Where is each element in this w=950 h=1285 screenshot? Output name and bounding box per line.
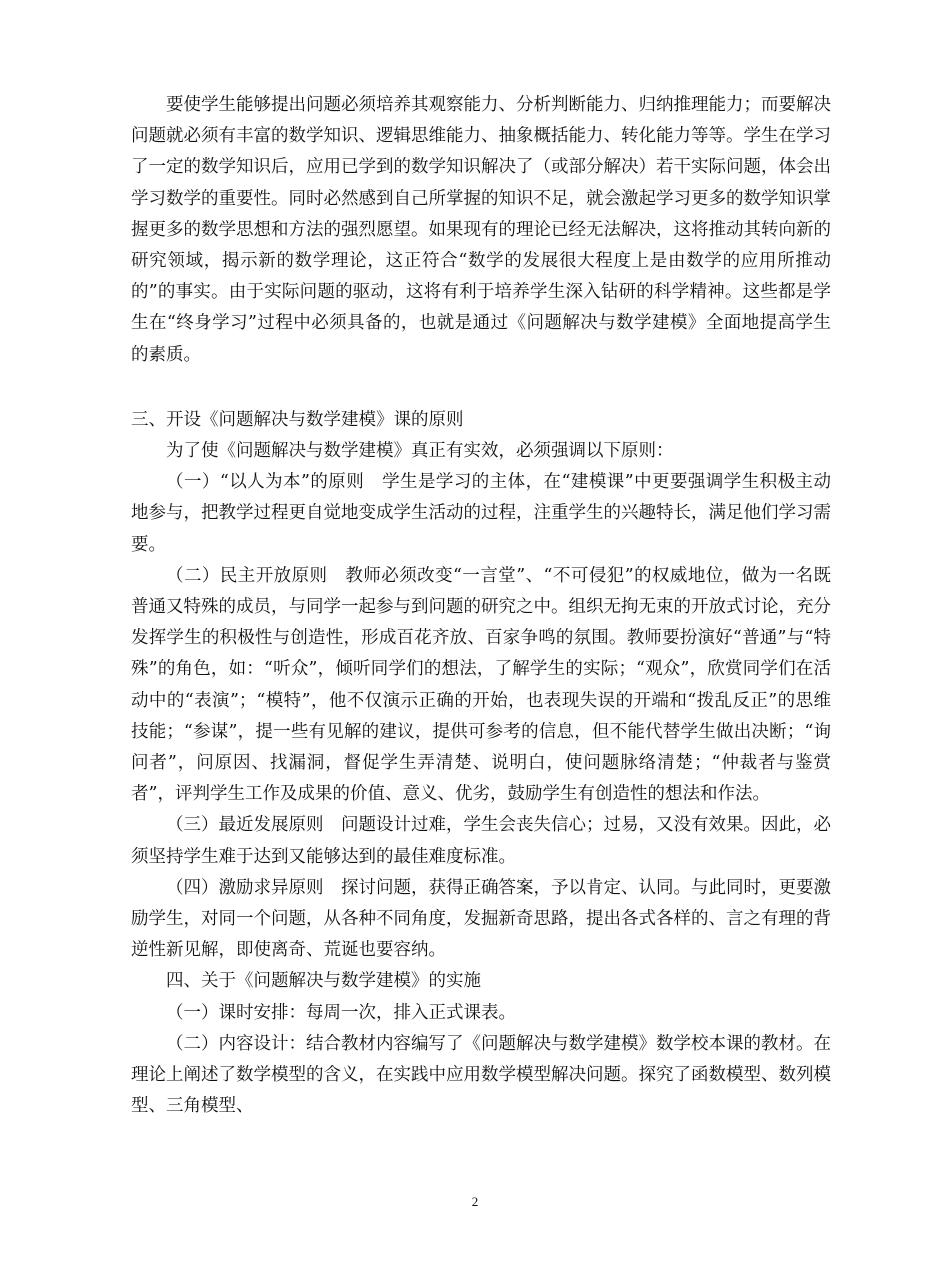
paragraph-principle-democratic-open: （二）民主开放原则 教师必须改变“一言堂”、“不可侵犯”的权威地位，做为一名既普通又特殊的成员，与同学一起参与到问题的研究之中。组织无拘无束的开放式讨论，充分发挥学生的积极性与创造性，形成百花齐放、百家争鸣的氛围。教师要扮演好“普通”与“特殊”的角色，如：“听众”，倾听同学们的想法，了解学生的实际；“观众”，欣赏同学们在活动中的“表演”；“模特”，他不仅演示正确的开始，也表现失误的开端和“拨乱反正”的思维技能；“参谋”，提一些有见解的建议，提供可参考的信息，但不能代替学生做出决断；“询问者”，问原因、找漏洞，督促学生弄清楚、说明白，使问题脉络清楚；“仲裁者与鉴赏者”，评判学生工作及成果的价值、意义、优劣，鼓励学生有创造性的想法和作法。	[131, 565, 831, 805]
page-number: 2	[471, 1194, 479, 1209]
paragraph-principle-encourage-difference: （四）激励求异原则 探讨问题，获得正确答案，予以肯定、认同。与此同时，更要激励学生，对同一个问题，从各种不同角度，发掘新奇思路，提出各式各样的、言之有理的背逆性新见解，即使离奇、荒诞也要容纳。	[131, 877, 831, 961]
paragraph-class-schedule: （一）课时安排：每周一次，排入正式课表。	[166, 1002, 516, 1023]
paragraph-principles-intro: 为了使《问题解决与数学建模》真正有实效，必须强调以下原则：	[166, 441, 674, 462]
document-body	[131, 90, 831, 1123]
paragraph-principle-people-first: （一）“以人为本”的原则 学生是学习的主体，在“建模课”中更要强调学生积极主动地参与，把教学过程更自觉地变成学生活动的过程，注重学生的兴趣特长，满足他们学习需要。	[131, 472, 831, 555]
paragraph-principle-proximal-development: （三）最近发展原则 问题设计过难，学生会丧失信心；过易，又没有效果。因此，必须坚持学生难于达到又能够达到的最佳难度标准。	[131, 815, 831, 867]
paragraph-importance-of-problem-solving: 要使学生能够提出问题必须培养其观察能力、分析判断能力、归纳推理能力；而要解决问题就必须有丰富的数学知识、逻辑思维能力、抽象概括能力、转化能力等等。学生在学习了一定的数学知识后，应用已学到的数学知识解决了（或部分解决）若干实际问题，体会出学习数学的重要性。同时必然感到自己所掌握的知识不足，就会激起学习更多的数学知识掌握更多的数学思想和方法的强烈愿望。如果现有的理论已经无法解决，这将推动其转向新的研究领域，揭示新的数学理论，这正符合“数学的发展很大程度上是由数学的应用所推动的”的事实。由于实际问题的驱动，这将有利于培养学生深入钻研的科学精神。这些都是学生在“终身学习”过程中必须具备的，也就是通过《问题解决与数学建模》全面地提高学生的素质。	[131, 95, 831, 365]
paragraph-content-design: （二）内容设计：结合教材内容编写了《问题解决与数学建模》数学校本课的教材。在理论上阐述了数学模型的含义，在实践中应用数学模型解决问题。探究了函数模型、数列模型、三角模型、	[131, 1033, 831, 1117]
section-spacer	[131, 371, 831, 405]
section-heading-principles: 三、开设《问题解决与数学建模》课的原则	[131, 409, 464, 430]
section-heading-implementation: 四、关于《问题解决与数学建模》的实施	[166, 971, 481, 992]
